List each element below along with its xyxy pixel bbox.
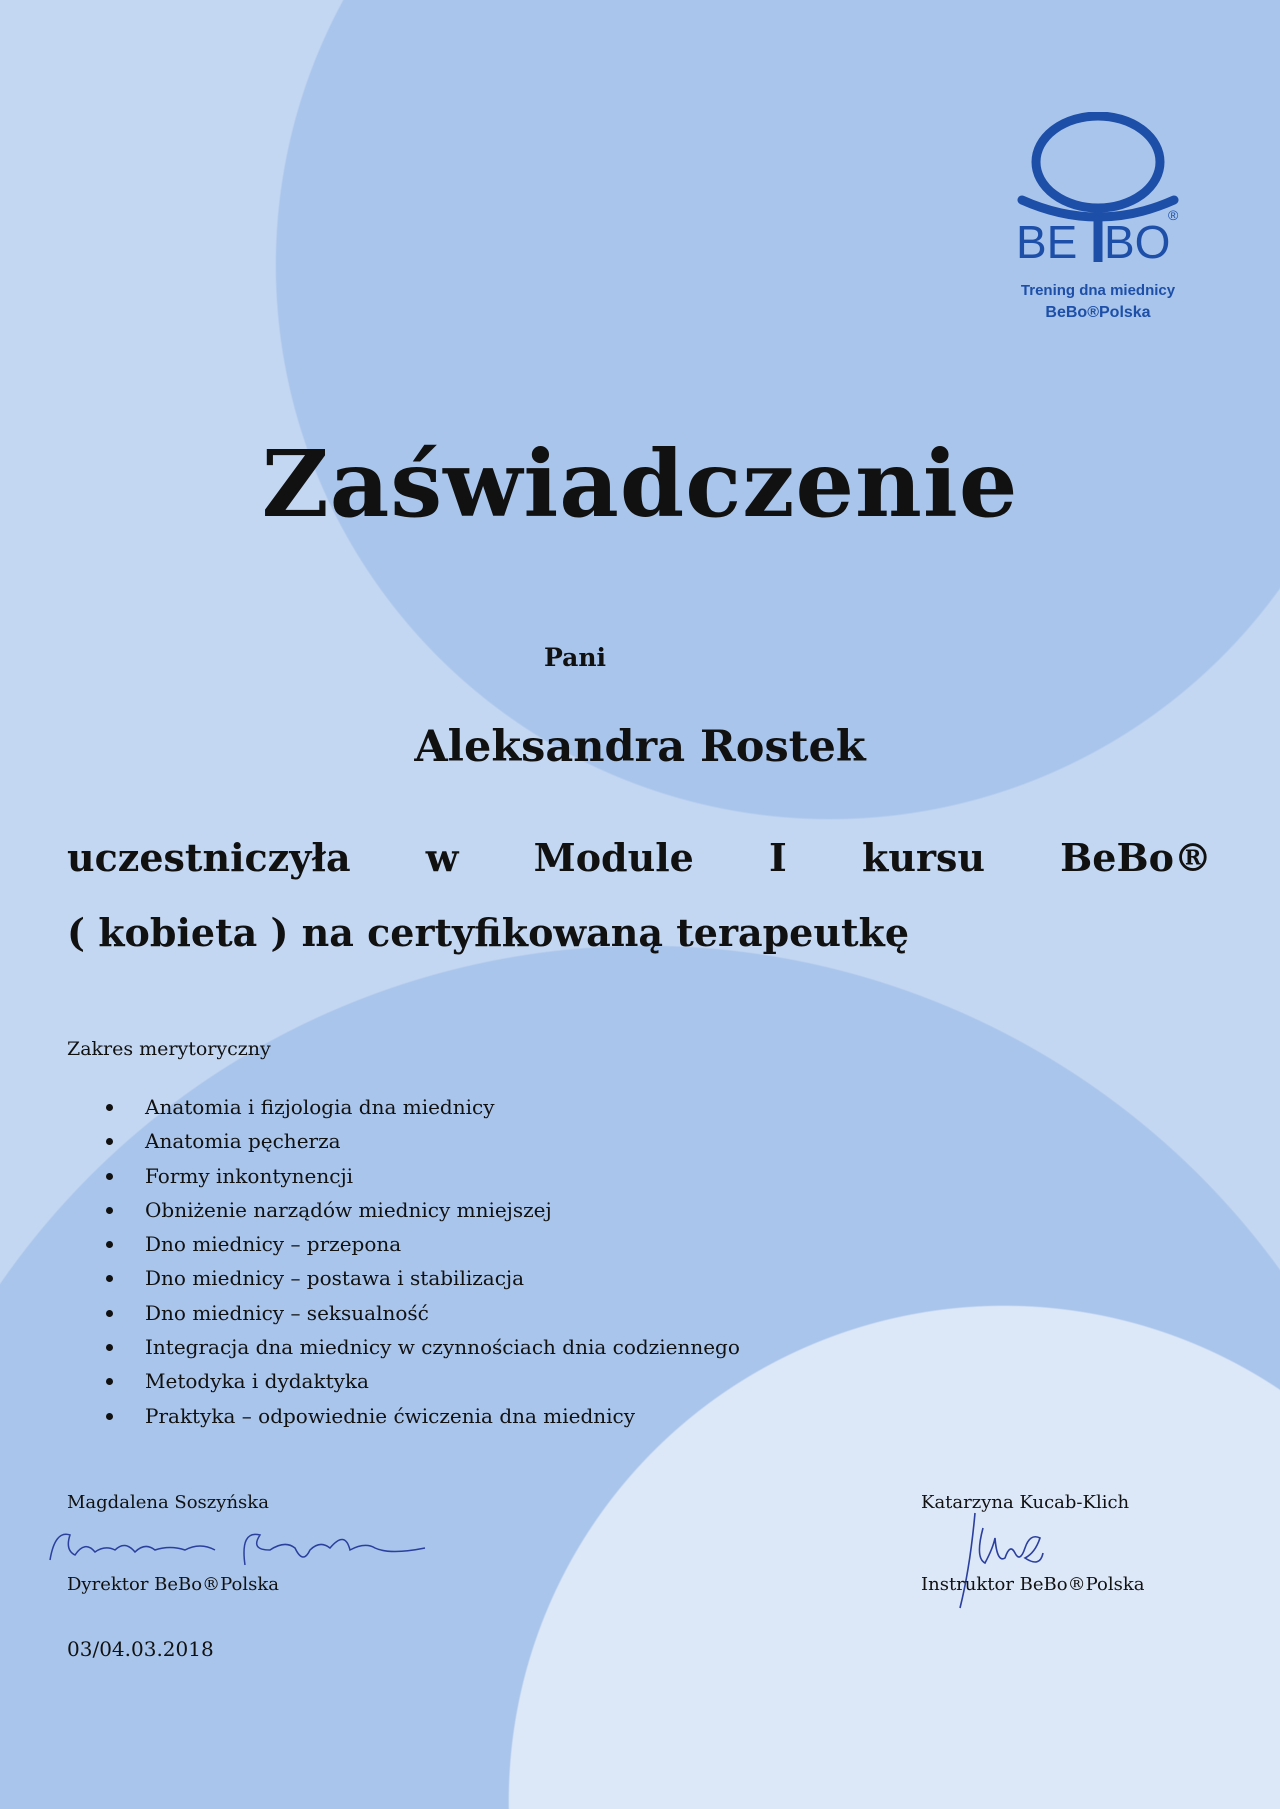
scope-list (100, 1090, 740, 1433)
signatory-right-title: Instruktor BeBo®Polska (921, 1574, 1145, 1595)
list-item: Formy inkontynencji (100, 1159, 740, 1193)
statement-line-1 (67, 820, 1212, 895)
statement-word: Module (533, 835, 694, 880)
signature-left (45, 1520, 445, 1580)
bebo-logo-mark (1008, 112, 1188, 272)
salutation: Pani (544, 643, 606, 672)
statement-word: BeBo® (1060, 835, 1212, 880)
date: 03/04.03.2018 (67, 1637, 214, 1661)
list-item: Anatomia pęcherza (100, 1124, 740, 1158)
list-item: Dno miednicy – przepona (100, 1227, 740, 1261)
signatory-left-name: Magdalena Soszyńska (67, 1492, 269, 1513)
recipient-name: Aleksandra Rostek (414, 722, 866, 772)
statement-word: kursu (862, 835, 985, 880)
svg-text:BE: BE (1016, 216, 1078, 268)
list-item: Integracja dna miednicy w czynnościach dnia codziennego (100, 1330, 740, 1364)
bebo-logo (1008, 112, 1188, 332)
logo-tagline: Trening dna miednicy (1020, 282, 1176, 299)
list-item: Dno miednicy – seksualność (100, 1296, 740, 1330)
scope-heading: Zakres merytoryczny (67, 1038, 271, 1060)
certificate-title: Zaświadczenie (261, 430, 1019, 538)
list-item: Obniżenie narządów miednicy mniejszej (100, 1193, 740, 1227)
statement-word: uczestniczyła (67, 835, 351, 880)
svg-text:BO: BO (1104, 216, 1171, 268)
signature-right (945, 1508, 1065, 1618)
statement-line-2: ( kobieta ) na certyfikowaną terapeutkę (67, 910, 910, 955)
list-item: Anatomia i fizjologia dna miednicy (100, 1090, 740, 1124)
svg-text:®: ® (1168, 207, 1179, 223)
statement-word: I (769, 835, 787, 880)
statement-word: w (425, 835, 459, 880)
logo-brand: BeBo®Polska (1045, 304, 1151, 321)
statement (67, 820, 1212, 970)
list-item: Praktyka – odpowiednie ćwiczenia dna miednicy (100, 1399, 740, 1433)
signatory-right-name: Katarzyna Kucab-Klich (921, 1492, 1130, 1513)
list-item: Dno miednicy – postawa i stabilizacja (100, 1261, 740, 1295)
signatory-left-title: Dyrektor BeBo®Polska (67, 1574, 279, 1595)
list-item: Metodyka i dydaktyka (100, 1364, 740, 1398)
